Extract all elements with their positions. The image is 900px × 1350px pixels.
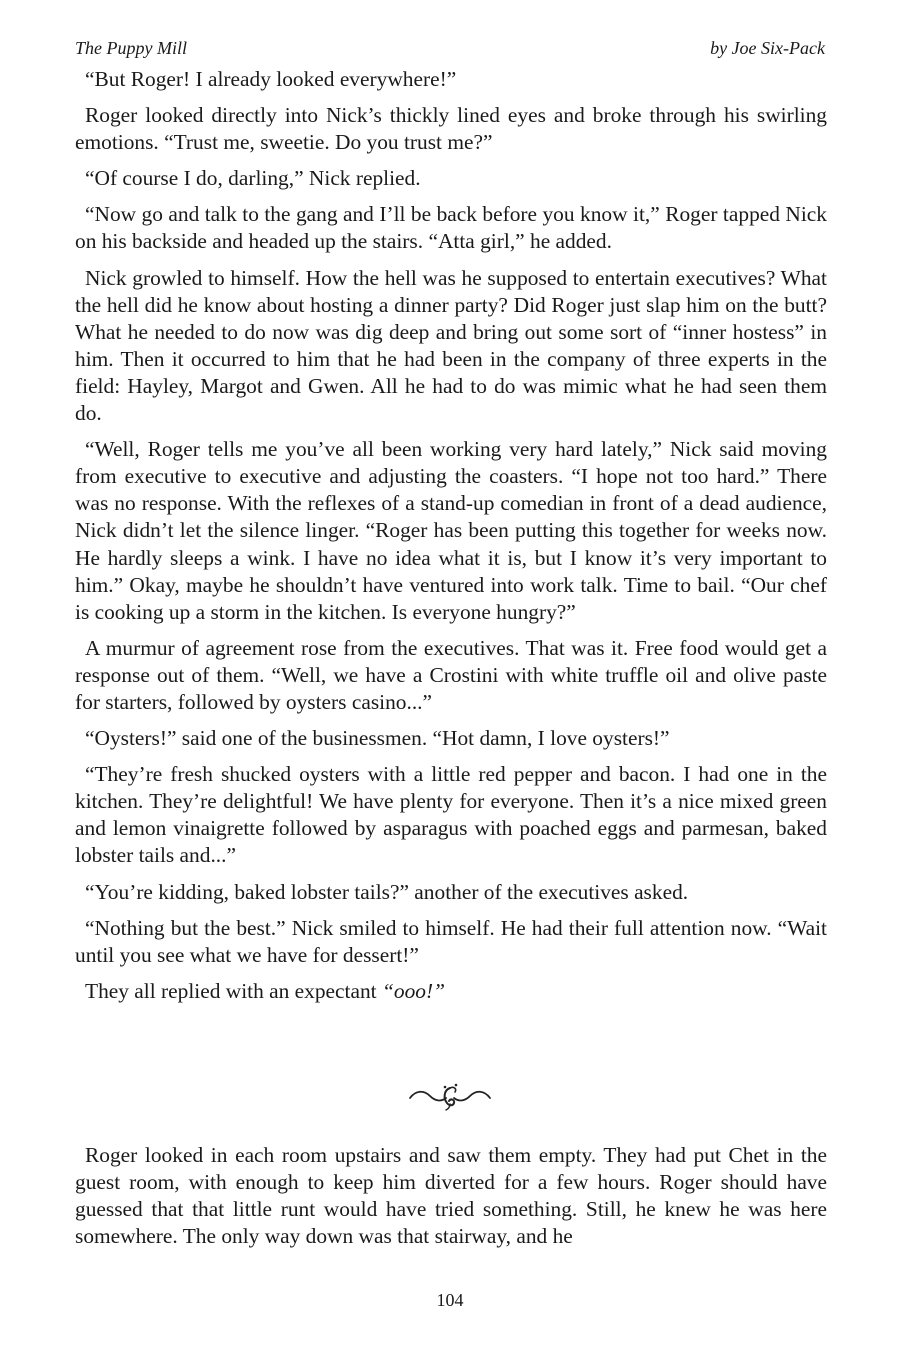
- paragraph: “Nothing but the best.” Nick smiled to himself. He had their full attention now. “Wait until you see what we have for dessert!”: [75, 915, 827, 967]
- paragraph: [75, 978, 827, 1005]
- body-text-upper: [75, 66, 827, 1014]
- author-byline: by Joe Six-Pack: [710, 38, 825, 58]
- paragraph: “You’re kidding, baked lobster tails?” another of the executives asked.: [85, 879, 689, 904]
- page-number: 104: [436, 1290, 464, 1310]
- paragraph-lead: They all replied with an expectant: [85, 978, 382, 1003]
- paragraph: “They’re fresh shucked oysters with a little red pepper and bacon. I had one in the kitchen. They’re delightful! We have plenty for everyone. Then it’s a nice mixed green and lemon vinaigrette followed by asparagus with poached eggs and parmesan, baked lobster tails and...”: [75, 762, 827, 868]
- fleuron-divider-icon: [400, 1076, 500, 1116]
- book-title: The Puppy Mill: [75, 38, 187, 58]
- body-text-lower: [75, 1142, 827, 1259]
- paragraph: “Now go and talk to the gang and I’ll be back before you know it,” Roger tapped Nick on his backside and headed up the stairs. “Atta girl,” he added.: [75, 202, 827, 254]
- paragraph: A murmur of agreement rose from the executives. That was it. Free food would get a response out of them. “Well, we have a Crostini with white truffle oil and olive paste for starters, followed by oysters casino...”: [75, 635, 827, 714]
- running-header: [75, 37, 825, 61]
- paragraph: “Oysters!” said one of the businessmen. “Hot damn, I love oysters!”: [85, 726, 670, 751]
- paragraph: “Well, Roger tells me you’ve all been working very hard lately,” Nick said moving from executive to executive and adjusting the coasters. “I hope not too hard.” There was no response. With the reflexes of a stand-up comedian in front of a dead audience, Nick didn’t let the silence linger. “Roger has been putting this together for weeks now. He hardly sleeps a wink. I have no idea what it is, but I know it’s very important to him.” Okay, maybe he shouldn’t have ventured into work talk. Time to bail. “Our chef is cooking up a storm in the kitchen. Is everyone hungry?”: [75, 437, 827, 624]
- italic-exclamation: “ooo!”: [381, 978, 445, 1003]
- paragraph: Roger looked directly into Nick’s thickly lined eyes and broke through his swirling emotions. “Trust me, sweetie. Do you trust me?”: [75, 103, 827, 155]
- paragraph: Roger looked in each room upstairs and saw them empty. They had put Chet in the guest room, with enough to keep him diverted for a few hours. Roger should have guessed that that little runt would have tried something. Still, he knew he was here somewhere. The only way down was that stairway, and he: [75, 1143, 827, 1249]
- paragraph: “But Roger! I already looked everywhere!”: [85, 67, 457, 91]
- paragraph: “Of course I do, darling,” Nick replied.: [85, 166, 421, 191]
- paragraph: Nick growled to himself. How the hell was he supposed to entertain executives? What the hell did he know about hosting a dinner party? Did Roger just slap him on the butt? What he needed to do now was dig deep and bring out some sort of “inner hostess” in him. Then it occurred to him that he had been in the company of three experts in the field: Hayley, Margot and Gwen. All he had to do was mimic what he had seen them do.: [75, 265, 827, 426]
